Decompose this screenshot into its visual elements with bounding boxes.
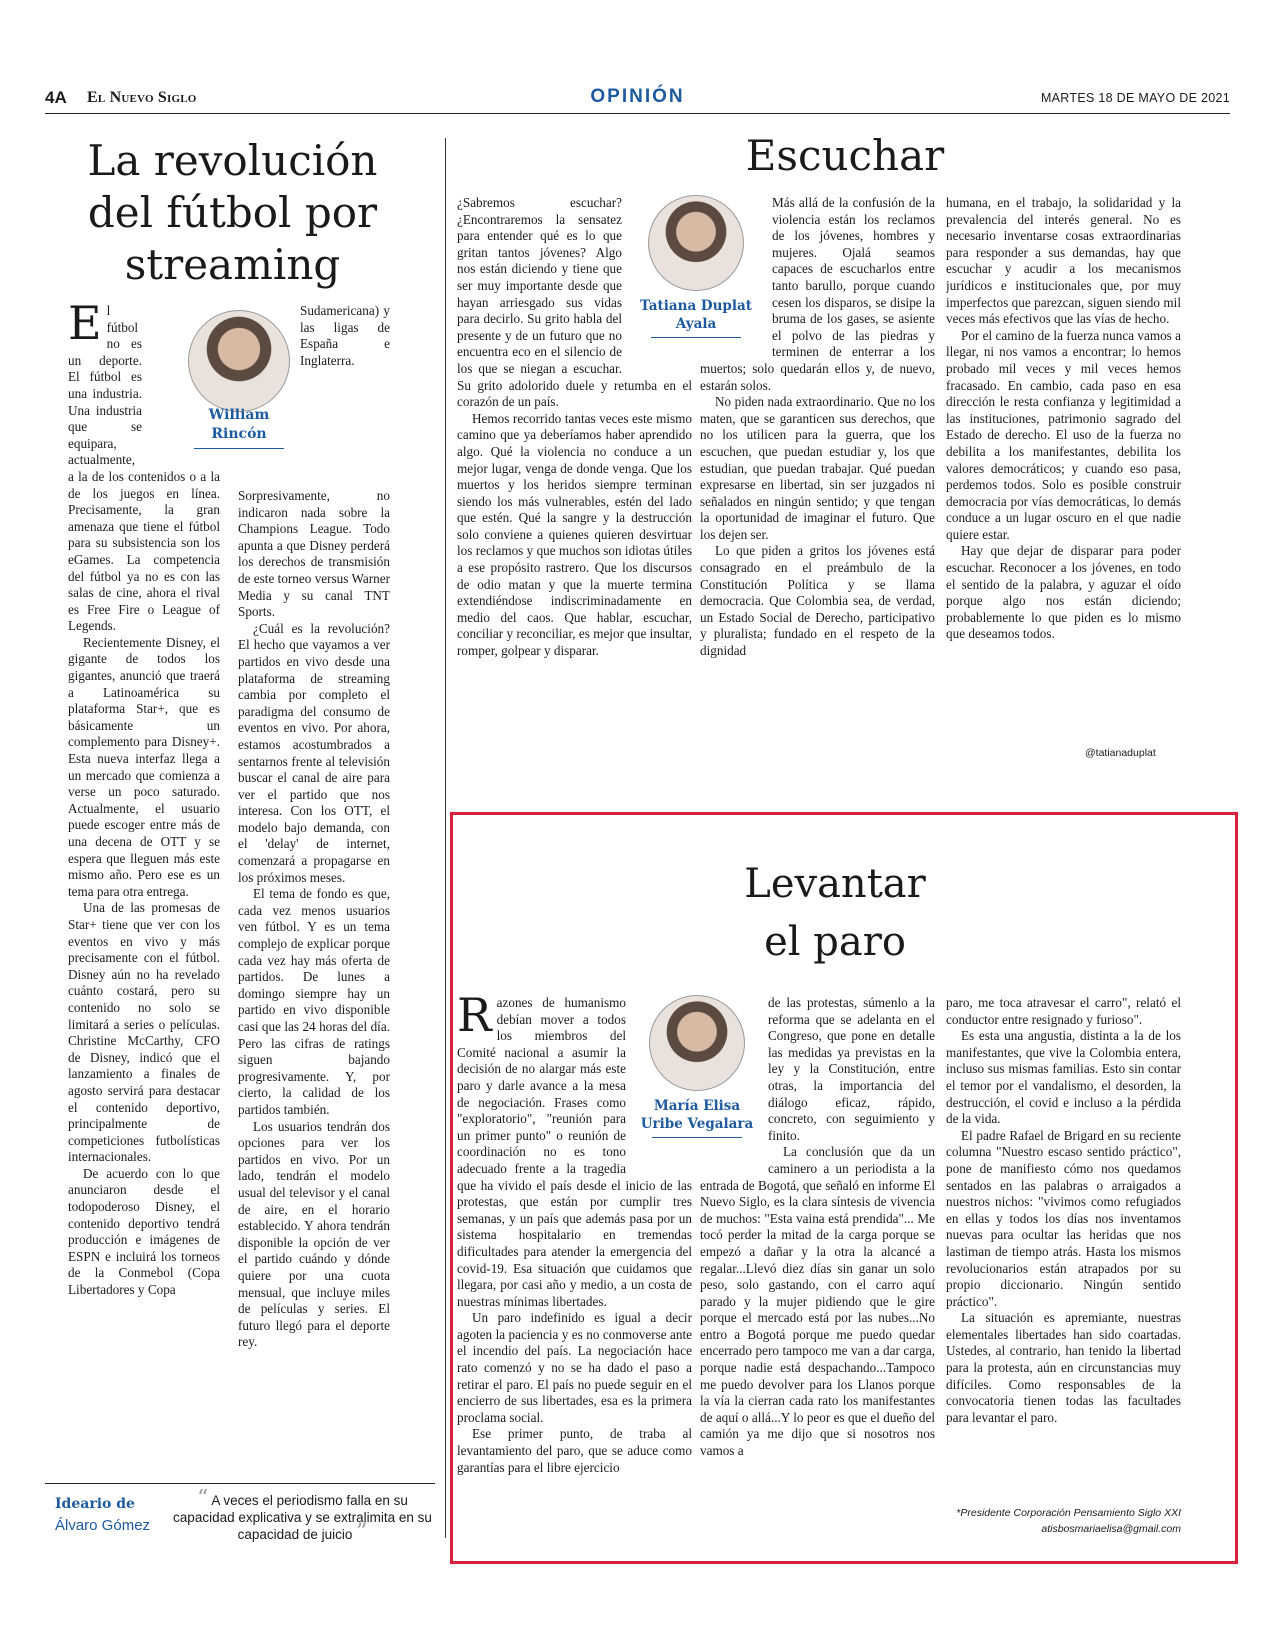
paragraph: azones de humanismo debían mover a todos los miembros del Comité nacional a asumir la decisión de no alargar más este paro y darle avance a la mesa de negociación. Frases como "exploratorio", "reunión para un primer punto" o reunión de coordinación no es tono adecuado frente a la tragedia que ha vivido el país desde el inicio de las protestas, que están por cumplir tres semanas, y un país que además pasa por un sistema hospitalario en tremendas dificultades para atender la emergencia del covid-19. Esa situación que cuidamos que llegara, por casi año y medio, a un costa de nuestras mínimas libertades. [457,995,692,1309]
article1-column-1 [68,303,220,1428]
twitter-handle: @tatianaduplat [1085,747,1156,759]
article-title-futbol: La revolución del fútbol por streaming [87,136,378,289]
author-position: *Presidente Corporación Pensamiento Siglo XXI [956,1507,1181,1519]
paragraph: humana, en el trabajo, la solidaridad y la prevalencia del interés general. No es necesario inventarse cosas extraordinarias para responder a sus demandas, hay que escuchar y acudir a los mecanismos jurídicos e institucionales que, por muy imperfectos que parezcan, siguen siendo mil veces más efectivos que las vías de hecho. [946,195,1181,327]
paragraph: Es esta una angustia, distinta a la de los manifestantes, que vive la Colombia entera, incluso sus mismas familias. Esto sin contar el temor por el vandalismo, el desorden, la destrucción, el covid e incluso a la pérdida de la vida. [946,1028,1181,1127]
ideario-box [45,1483,435,1553]
paragraph: No piden nada extraordinario. Que no los maten, que se garanticen sus derechos, que no los utilicen para la guerra, que los escuchen, que puedan estudiar y, los que estudian, que puedan trabajar. Qué puedan expresarse en libertad, sin ser juzgados ni señalados en ningún sentido; y que tengan la oportunidad de imaginar el futuro. Que los dejen ser. [700,394,935,542]
article-title-levantar-paro [450,855,1220,971]
photo-wrap-space [626,995,692,1163]
paragraph: La situación es apremiante, nuestras elementales libertades han sido coartadas. Ustedes, al contrario, han tenido la libertad para la protesta, aún en circunstancias muy difíciles. Como responsables de la convocatoria tienen todas las facultades para levantar el paro. [946,1310,1181,1425]
photo-wrap-space [622,195,692,363]
article2-column-1 [457,195,692,755]
paragraph: Una de las promesas de Star+ tiene que ver con los eventos en vivo y más precisamente con el fútbol. Disney aún no ha revelado cuánto costará, pero su contenido no solo se limitará a series o películas. Christine McCarthy, CFO de Disney, indicó que el lanzamiento a finales de agosto servirá para destacar el contenido deportivo, principalmente de competiciones futbolísticas internacionales. [68,900,220,1165]
paragraph: ¿Sabremos escuchar? ¿Encontraremos la sensatez para entender qué es lo que gritan tantos jóvenes? Algo nos están diciendo y tiene que ser muy importante desde que hayan arriesgado sus vidas para decirlo. Su grito habla del presente y de un futuro que no encuentra eco en el silencio de los que se niegan a escuchar. Su grito adolorido duele y retumba en el corazón de un país. [457,195,692,410]
author-name: William Rincón [208,407,270,442]
ideario-quote [170,1486,435,1545]
paragraph: Lo que piden a gritos los jóvenes está consagrado en el preámbulo de la Constitución Política y se llama democracia. Que Colombia sea, de verdad, un Estado Social de Derecho, participativo y pluralista; fundado en el respeto de la dignidad [700,543,935,659]
photo-wrap-space [700,195,772,355]
paragraph: Un paro indefinido es igual a decir agoten la paciencia y es no conmoverse ante el incendio del país. La negociación hace rato comenzó y no se ha dado el paso a retirar el paro. El país no puede seguir en el encierro de sus libertades, esa es la primera proclama social. [457,1310,692,1425]
article3-column-1 [457,995,692,1540]
article2-column-3 [946,195,1181,740]
ideario-author: Álvaro Gómez [55,1517,151,1534]
newspaper-name: El Nuevo Siglo [87,89,197,106]
page-number: 4A [45,88,67,107]
dropcap: R [457,995,492,1042]
author-email[interactable]: atisbosmariaelisa@gmail.com [1041,1523,1181,1535]
paragraph: Recientemente Disney, el gigante de todos los gigantes, anunció que traerá a Latinoamérica su plataforma Star+, que es básicamente un complemento para Disney+. Esta nueva interfaz llega a un mercado que comienza a verse un poco saturado. Actualmente, el usuario puede escoger entre más de una decena de OTT y se espera que lleguen más este mismo año. Pero ese es un tema para otra entrega. [68,634,220,899]
paragraph: La conclusión que da un caminero a un periodista a la entrada de Bogotá, que señaló en informe El Nuevo Siglo, es la clara síntesis de vivencia de muchos: "Esta vaina está prendida"... Me tocó perder la mitad de la carga porque se empezó a dañar y la otra la alcancé a regalar...Llevó diez días sin ganar un solo peso, solo gastando, con el carro aquí parado y la mujer pidiendo que le gire porque el mercado está por las nubes...No entro a Bogotá porque me puedo quedar encerrado pero tampoco me van a dar carga, porque nadie está despachando...Tampoco me puedo devolver para los Llanos porque la vía la cierran cada rato los manifestantes de aquí o allá...Y lo peor es que el dueño del camión ya me dijo que si nosotros nos vamos a [700,1144,935,1459]
photo-wrap-space [142,303,220,463]
paragraph: ¿Cuál es la revolución? El hecho que vayamos a ver partidos en vivo desde una plataforma de streaming cambia por completo el paradigma del consumo de eventos en vivo. Por ahora, estamos acostumbrados a sentarnos frente al televisión buscar el canal de aire para ver el partido que nos interesa. Con los OTT, el modelo bajo demanda, con el 'delay' de internet, comenzará a propagarse en los próximos meses. [238,620,390,885]
paragraph: El tema de fondo es que, cada vez menos usuarios ven fútbol. Y es un tema complejo de explicar porque cada vez hay más oferta de partidos. De lunes a domingo siempre hay un partido en vivo disponible casi que las 24 horas del día. Pero las cifras de ratings siguen bajando progresivamente. Y, por cierto, la calidad de los partidos también. [238,886,390,1117]
paragraph: De acuerdo con lo que anunciaron desde el todopoderoso Disney, el contenido deportivo tendrá producción e imágenes de ESPN e incluirá los torneos de la Conmebol (Copa Libertadores y Copa [68,1165,220,1298]
title-text: Levantar el paro [744,861,926,965]
paragraph: Ese primer punto, de traba al levantamiento del paro, que se aduce como garantías para el libre ejercicio [457,1426,692,1475]
author-name: Tatiana Duplat Ayala [640,298,752,332]
author-name: María Elisa Uribe Vegalara [640,1098,754,1132]
paragraph: Más allá de la confusión de la violencia están los reclamos de los jóvenes, hombres y mujeres. Ojalá seamos capaces de escucharlos entre tanto barullo, porque cuando cesen los disparos, se disipe la bruma de los gases, se asiente el polvo de las piedras y terminen de enterrar a los muertos; solo quedarán ellos y, de nuevo, estarán solos. [700,195,935,393]
paragraph: Por el camino de la fuerza nunca vamos a llegar, ni nos vamos a encontrar; lo hemos probado mil veces y mil veces hemos fracasado. En cambio, cada paso en esa dirección le resta confianza y legitimidad a las instituciones, patrimonio sagrado del Estado de derecho. El uso de la fuerza no debilita a los manifestantes, debilita los valores democráticos; y cuando eso pasa, perdemos todos. Solo es posible construir democracia por vías democráticas, lo demás conduce a un lugar oscuro en el que nadie quiere estar. [946,327,1181,542]
column-divider [445,138,446,1538]
photo-wrap-space [700,995,768,1163]
close-quote-icon: ” [356,1520,368,1545]
article1-column-2 [238,303,390,1408]
issue-date: MARTES 18 DE MAYO DE 2021 [1040,91,1230,105]
paragraph: Los usuarios tendrán dos opciones para ver los partidos en vivo. Por un lado, tendrán el modelo usual del televisor y el canal de aire, en el horario establecido. Y ahora tendrán disponible la opción de ver el partido cuándo y dónde quiere por una cuota mensual, que incluye miles de películas y series. El futuro llegó para el deporte rey. [238,1118,390,1350]
author-footnote [946,1505,1181,1537]
photo-wrap-space [238,303,300,488]
quote-text: A veces el periodismo falla en su capacidad explicativa y se extralimita en su capacidad de juicio [173,1493,432,1542]
page-header [45,88,1230,114]
article3-column-2 [700,995,935,1540]
dropcap: E [68,303,102,350]
paragraph: Hemos recorrido tantas veces este mismo camino que ya deberíamos haber aprendido algo. Qué la violencia no conduce a un mejor lugar, venga de donde venga. Que los muertos y los heridos siempre terminan siendo los más vulnerables, estén del lado que estén. Qué la sangre y la destrucción solo conviene a quienes quieren desvirtuar los reclamos y que muchos son idiotas útiles a ese propósito rastrero. Que los discursos de odio matan y que la muerte termina extendiéndose indiscriminadamente en medio del caos. Que hablar, escuchar, conciliar y reconciliar, es mejor que insultar, romper, golpear y disparar. [457,410,692,659]
article-title-escuchar: Escuchar [745,131,945,180]
section-title: OPINIÓN [590,86,685,107]
paragraph: Sudamericana) y las ligas de España e Inglaterra. Sorpresivamente, no indicaron nada sobre la Champions League. Todo apunta a que Disney perderá los derechos de transmisión de este torneo versus Warner Media y su canal TNT Sports. [238,303,390,620]
ideario-label: Ideario de [55,1496,135,1512]
paragraph: de las protestas, súmenlo a la reforma que se adelanta en el Congreso, que pone en detalle las medidas ya previstas en la ley y la Constitución, entre otras, la importancia del diálogo eficaz, rápido, concreto, con seguimiento y finito. [768,995,935,1143]
paragraph: l fútbol no es un deporte. El fútbol es una industria. Una industria que se equipara, actualmente, a la de los contenidos o a la de los juegos en línea. Precisamente, la gran amenaza que tiene el fútbol para su subsistencia son los eGames. La competencia del fútbol ya no es con las salas de cine, ahora el rival es Free Fire o League of Legends. [68,303,220,634]
article2-column-2 [700,195,935,755]
paragraph: paro, me toca atravesar el carro", relató el conductor entre resignado y furioso". [946,995,1181,1027]
paragraph: Hay que dejar de disparar para poder escuchar. Reconocer a los jóvenes, en todo el sentido de la palabra, y aguzar el oído porque algo nos están diciendo; probablemente lo que piden es lo mismo que deseamos todos. [946,543,1181,642]
open-quote-icon: “ [197,1486,209,1511]
paragraph: El padre Rafael de Brigard en su reciente columna "Nuestro escaso sentido práctico", pone de manifiesto cómo nos quedamos sentados en las palabras o arraigados a nuestros nichos: "vivimos como refugiados en ellas y todos los días nos inventamos nuevas para ocultar las heridas que nos lastiman de tiempo atrás. Hasta los mismos revolucionarios están atrapados por su propio diccionario. Ningún sentido práctico". [946,1127,1181,1309]
article3-column-3 [946,995,1181,1500]
